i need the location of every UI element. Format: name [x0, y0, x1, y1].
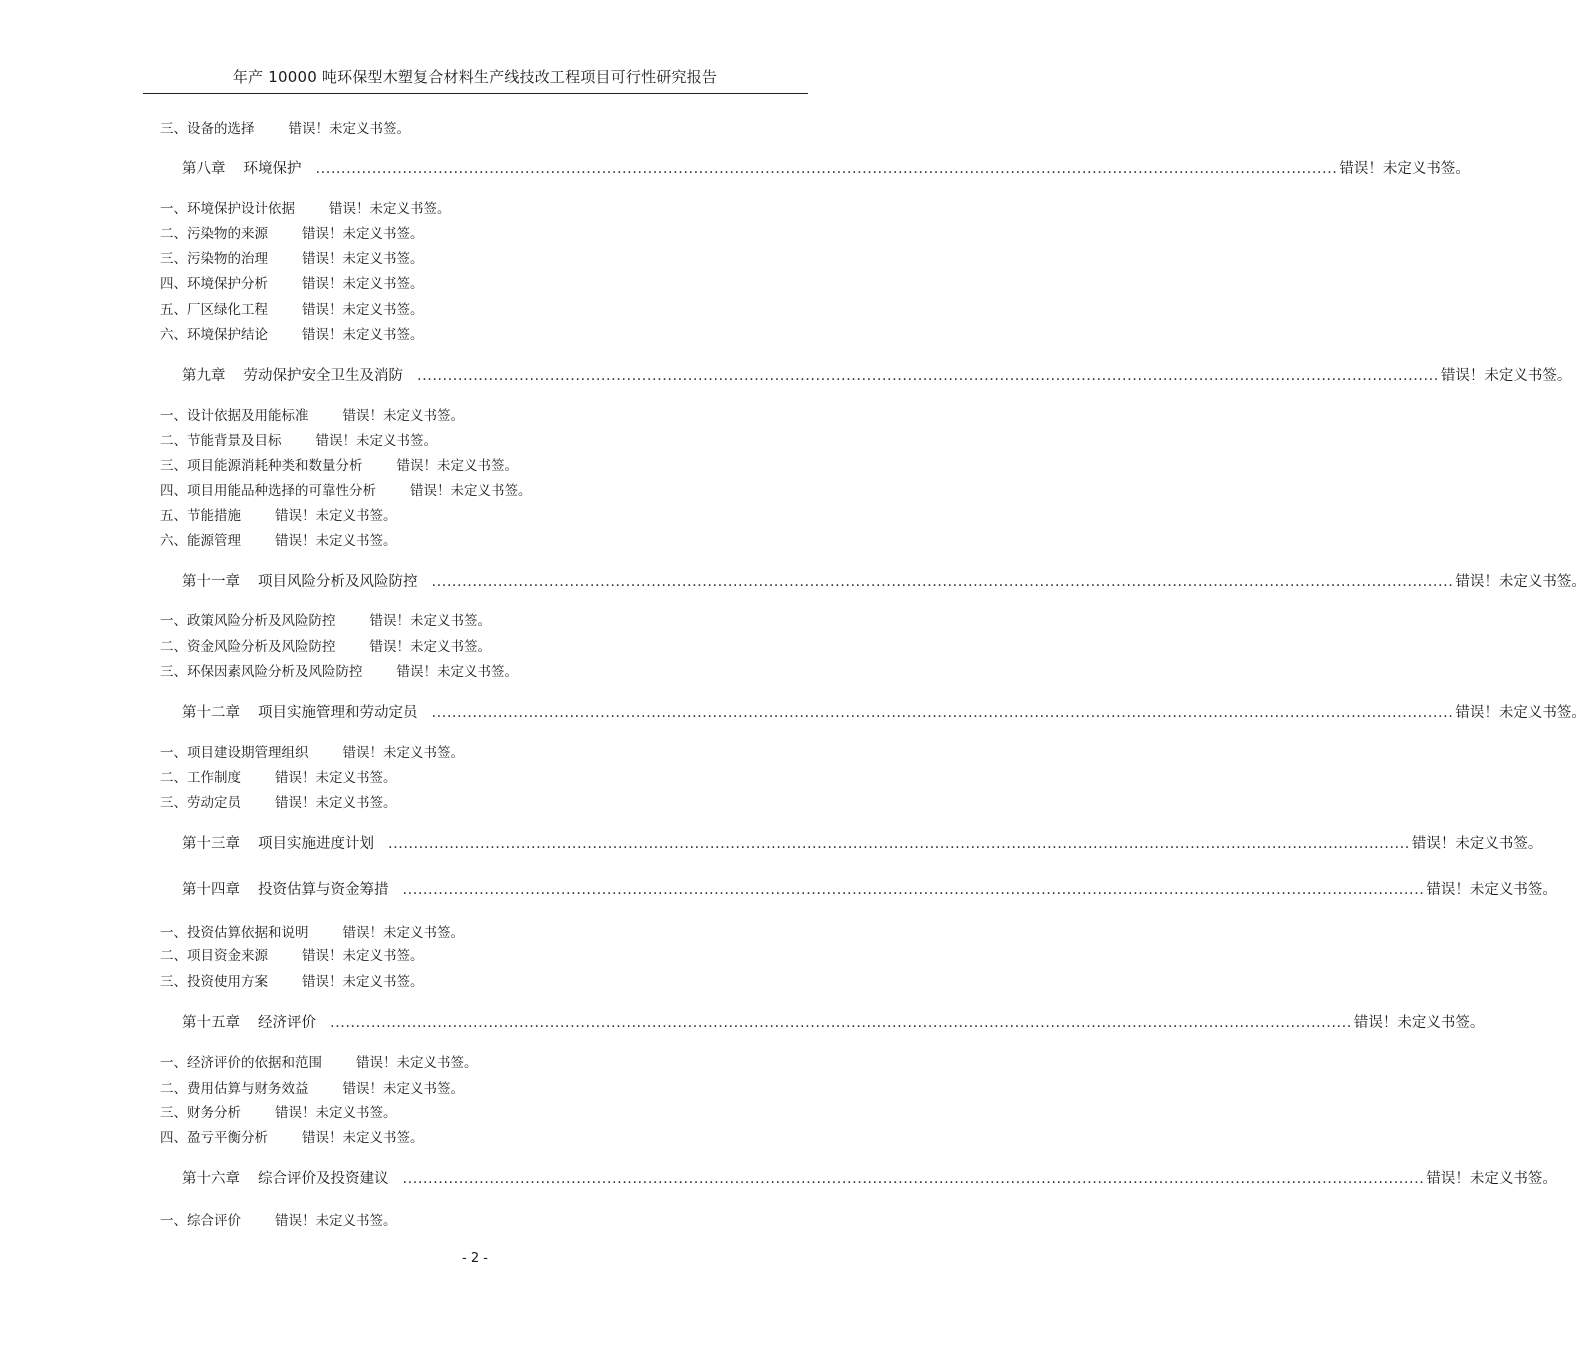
bookmark-error: 错误！未定义书签。 — [342, 408, 464, 424]
chapter-number: 第十二章 — [182, 705, 240, 721]
page-header-title: 年产 10000 吨环保型木塑复合材料生产线技改工程项目可行性研究报告 — [232, 68, 718, 86]
toc-section-entry[interactable] — [160, 300, 424, 320]
toc-section-entry[interactable] — [160, 1103, 397, 1123]
section-title: 四、盈亏平衡分析 — [160, 1130, 268, 1146]
bookmark-error: 错误！未定义书签。 — [302, 251, 424, 267]
toc-section-entry[interactable] — [160, 946, 424, 966]
toc-chapter-entry[interactable] — [182, 572, 1586, 592]
toc-section-entry[interactable] — [160, 743, 464, 763]
bookmark-error: 错误！未定义书签。 — [342, 925, 464, 941]
leader-dots: ........................................................................................................................................................................................................ — [388, 836, 1410, 852]
bookmark-error: 错误！未定义书签。 — [1455, 705, 1586, 721]
toc-section-entry[interactable] — [160, 637, 491, 657]
toc-chapter-entry[interactable] — [182, 159, 1470, 179]
toc-chapter-entry[interactable] — [182, 834, 1543, 854]
section-title: 三、环保因素风险分析及风险防控 — [160, 664, 363, 680]
section-title: 六、能源管理 — [160, 533, 241, 549]
toc-section-entry[interactable] — [160, 1128, 424, 1148]
section-title: 二、费用估算与财务效益 — [160, 1081, 309, 1097]
chapter-number: 第九章 — [182, 368, 226, 384]
section-title: 一、综合评价 — [160, 1213, 241, 1229]
section-title: 三、投资使用方案 — [160, 974, 268, 990]
chapter-title: 劳动保护安全卫生及消防 — [243, 368, 403, 384]
chapter-number: 第十六章 — [182, 1171, 240, 1187]
bookmark-error: 错误！未定义书签。 — [369, 639, 491, 655]
chapter-title: 投资估算与资金筹措 — [258, 882, 389, 898]
toc-chapter-entry[interactable] — [182, 1169, 1557, 1189]
toc-section-entry[interactable] — [160, 1211, 397, 1231]
bookmark-error: 错误！未定义书签。 — [356, 1055, 478, 1071]
bookmark-error: 错误！未定义书签。 — [342, 1081, 464, 1097]
section-title: 四、项目用能品种选择的可靠性分析 — [160, 483, 376, 499]
toc-section-entry[interactable] — [160, 119, 410, 139]
section-title: 三、设备的选择 — [160, 121, 255, 137]
toc-section-entry[interactable] — [160, 793, 397, 813]
toc-section-entry[interactable] — [160, 768, 397, 788]
chapter-number: 第十五章 — [182, 1015, 240, 1031]
bookmark-error: 错误！未定义书签。 — [329, 201, 451, 217]
bookmark-error: 错误！未定义书签。 — [302, 302, 424, 318]
bookmark-error: 错误！未定义书签。 — [302, 948, 424, 964]
toc-section-entry[interactable] — [160, 249, 424, 269]
page-number: - 2 - — [462, 1251, 488, 1266]
section-title: 一、环境保护设计依据 — [160, 201, 295, 217]
section-title: 五、厂区绿化工程 — [160, 302, 268, 318]
leader-dots: ........................................................................................................................................................................................................ — [402, 1171, 1425, 1187]
toc-section-entry[interactable] — [160, 274, 424, 294]
bookmark-error: 错误！未定义书签。 — [302, 1130, 424, 1146]
toc-section-entry[interactable] — [160, 506, 397, 526]
bookmark-error: 错误！未定义书签。 — [396, 458, 518, 474]
section-title: 四、环境保护分析 — [160, 276, 268, 292]
chapter-number: 第十三章 — [182, 836, 240, 852]
chapter-number: 第十四章 — [182, 882, 240, 898]
bookmark-error: 错误！未定义书签。 — [396, 664, 518, 680]
bookmark-error: 错误！未定义书签。 — [302, 327, 424, 343]
bookmark-error: 错误！未定义书签。 — [288, 121, 410, 137]
bookmark-error: 错误！未定义书签。 — [302, 974, 424, 990]
bookmark-error: 错误！未定义书签。 — [275, 770, 397, 786]
chapter-title: 项目实施管理和劳动定员 — [258, 705, 418, 721]
chapter-title: 综合评价及投资建议 — [258, 1171, 389, 1187]
section-title: 一、政策风险分析及风险防控 — [160, 613, 336, 629]
chapter-title: 项目风险分析及风险防控 — [258, 574, 418, 590]
chapter-title: 经济评价 — [258, 1015, 316, 1031]
chapter-number: 第八章 — [182, 161, 226, 177]
section-title: 五、节能措施 — [160, 508, 241, 524]
bookmark-error: 错误！未定义书签。 — [302, 276, 424, 292]
toc-section-entry[interactable] — [160, 1079, 464, 1099]
bookmark-error: 错误！未定义书签。 — [275, 1105, 397, 1121]
toc-chapter-entry[interactable] — [182, 1013, 1485, 1033]
bookmark-error: 错误！未定义书签。 — [275, 1213, 397, 1229]
bookmark-error: 错误！未定义书签。 — [302, 226, 424, 242]
leader-dots: ........................................................................................................................................................................................................ — [402, 882, 1425, 898]
section-title: 三、财务分析 — [160, 1105, 241, 1121]
toc-section-entry[interactable] — [160, 481, 532, 501]
bookmark-error: 错误！未定义书签。 — [1411, 836, 1543, 852]
bookmark-error: 错误！未定义书签。 — [342, 745, 464, 761]
section-title: 一、项目建设期管理组织 — [160, 745, 309, 761]
bookmark-error: 错误！未定义书签。 — [1353, 1015, 1485, 1031]
toc-section-entry[interactable] — [160, 224, 424, 244]
leader-dots: ........................................................................................................................................................................................................ — [431, 705, 1454, 721]
section-title: 二、资金风险分析及风险防控 — [160, 639, 336, 655]
chapter-number: 第十一章 — [182, 574, 240, 590]
section-title: 二、污染物的来源 — [160, 226, 268, 242]
section-title: 三、污染物的治理 — [160, 251, 268, 267]
section-title: 三、项目能源消耗种类和数量分析 — [160, 458, 363, 474]
toc-section-entry[interactable] — [160, 1053, 478, 1073]
toc-chapter-entry[interactable] — [182, 366, 1572, 386]
toc-section-entry[interactable] — [160, 972, 424, 992]
leader-dots: ........................................................................................................................................................................................................ — [417, 368, 1439, 384]
toc-section-entry[interactable] — [160, 662, 518, 682]
toc-chapter-entry[interactable] — [182, 703, 1586, 723]
section-title: 一、投资估算依据和说明 — [160, 925, 309, 941]
bookmark-error: 错误！未定义书签。 — [369, 613, 491, 629]
section-title: 六、环境保护结论 — [160, 327, 268, 343]
section-title: 一、设计依据及用能标准 — [160, 408, 309, 424]
section-title: 二、项目资金来源 — [160, 948, 268, 964]
bookmark-error: 错误！未定义书签。 — [1339, 161, 1470, 177]
toc-section-entry[interactable] — [160, 531, 397, 551]
toc-section-entry[interactable] — [160, 456, 518, 476]
bookmark-error: 错误！未定义书签。 — [1426, 882, 1557, 898]
section-title: 三、劳动定员 — [160, 795, 241, 811]
bookmark-error: 错误！未定义书签。 — [1440, 368, 1572, 384]
toc-section-entry[interactable] — [160, 431, 437, 451]
leader-dots: ........................................................................................................................................................................................................ — [431, 574, 1454, 590]
bookmark-error: 错误！未定义书签。 — [1426, 1171, 1557, 1187]
bookmark-error: 错误！未定义书签。 — [315, 433, 437, 449]
section-title: 二、节能背景及目标 — [160, 433, 282, 449]
toc-section-entry[interactable] — [160, 199, 451, 219]
toc-section-entry[interactable] — [160, 923, 464, 943]
chapter-title: 项目实施进度计划 — [258, 836, 374, 852]
toc-section-entry[interactable] — [160, 325, 424, 345]
bookmark-error: 错误！未定义书签。 — [275, 533, 397, 549]
bookmark-error: 错误！未定义书签。 — [275, 508, 397, 524]
chapter-title: 环境保护 — [243, 161, 302, 177]
leader-dots: ........................................................................................................................................................................................................ — [315, 161, 1338, 177]
section-title: 一、经济评价的依据和范围 — [160, 1055, 322, 1071]
toc-section-entry[interactable] — [160, 406, 464, 426]
bookmark-error: 错误！未定义书签。 — [410, 483, 532, 499]
bookmark-error: 错误！未定义书签。 — [275, 795, 397, 811]
section-title: 二、工作制度 — [160, 770, 241, 786]
bookmark-error: 错误！未定义书签。 — [1455, 574, 1586, 590]
leader-dots: ........................................................................................................................................................................................................ — [330, 1015, 1352, 1031]
toc-section-entry[interactable] — [160, 611, 491, 631]
toc-chapter-entry[interactable] — [182, 880, 1557, 900]
